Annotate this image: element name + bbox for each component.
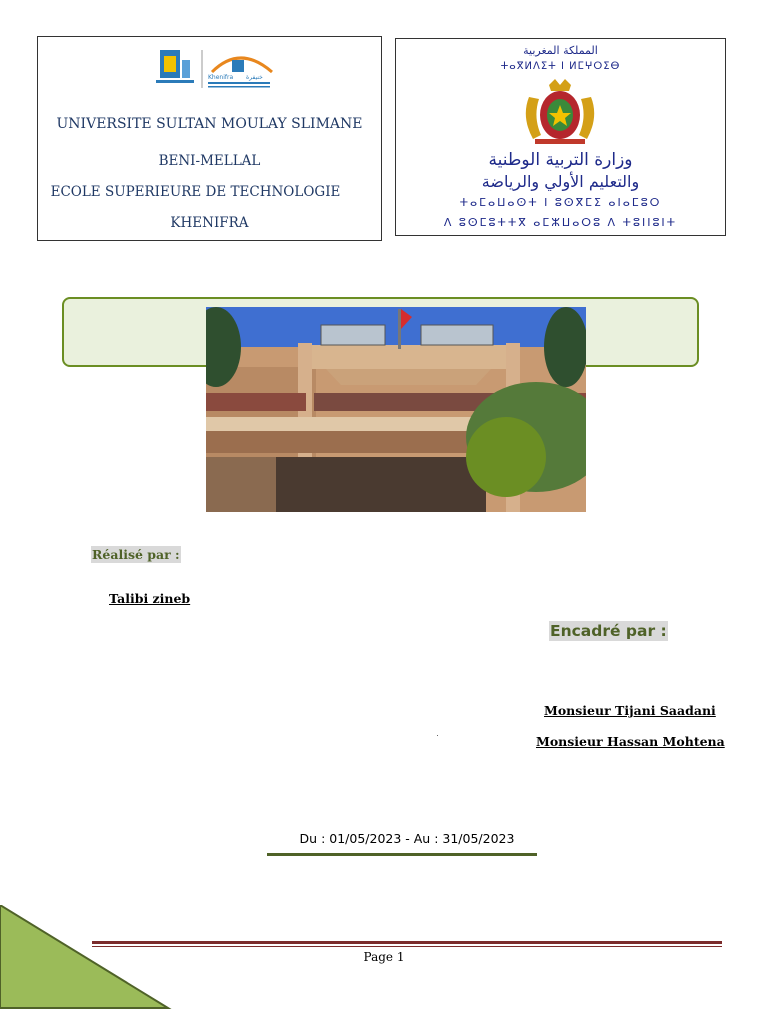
footer-rule-thin <box>92 946 722 947</box>
logo-caption-latin: Khenifra <box>208 74 234 81</box>
period-underline <box>267 853 537 856</box>
kingdom-tifinagh: ⵜⴰⴳⵍⴷⵉⵜ ⵏ ⵍⵎⵖⵔⵉⴱ <box>500 61 621 72</box>
encadre-par-label: Encadré par : <box>550 622 667 640</box>
student-name: Talibi zineb <box>109 591 191 606</box>
ministry-arabic-line1: وزارة التربية الوطنية <box>488 150 633 170</box>
internship-period: Du : 01/05/2023 - Au : 31/05/2023 <box>299 831 515 846</box>
ministry-tifinagh-line2: ⴷ ⵓⵙⵎⵓⵜⵜⴳ ⴰⵎⵣⵡⴰⵔⵓ ⴷ ⵜⵓⵏⵏⵓⵏⵜ <box>443 216 678 229</box>
university-name: UNIVERSITE SULTAN MOULAY SLIMANE <box>56 116 363 132</box>
ministry-arabic-line2: والتعليم الأولي والرياضة <box>481 172 640 191</box>
university-city: BENI-MELLAL <box>158 153 261 169</box>
footer-rule-thick <box>92 941 722 944</box>
supervisor-2-name: Monsieur Hassan Mohtena <box>536 734 725 749</box>
ministry-tifinagh-line1: ⵜⴰⵎⴰⵡⴰⵙⵜ ⵏ ⵓⵙⴳⵎⵉ ⴰⵏⴰⵎⵓⵔ <box>459 196 662 209</box>
university-header-box <box>37 36 382 241</box>
coat-of-arms-icon <box>511 77 609 147</box>
logo-caption-arabic: خنيفرة <box>246 74 263 81</box>
supervisor-1-name: Monsieur Tijani Saadani <box>544 703 716 718</box>
school-name: ECOLE SUPERIEURE DE TECHNOLOGIE <box>50 184 341 200</box>
kingdom-arabic: المملكة المغربية <box>523 44 598 57</box>
page-number: Page 1 <box>363 950 405 964</box>
ministry-header-box <box>395 38 726 236</box>
school-building-photo <box>206 307 586 512</box>
stray-dot <box>437 735 438 736</box>
realise-par-label: Réalisé par : <box>92 547 180 562</box>
campus-name: KHENIFRA <box>170 215 249 231</box>
university-logo <box>150 46 280 92</box>
